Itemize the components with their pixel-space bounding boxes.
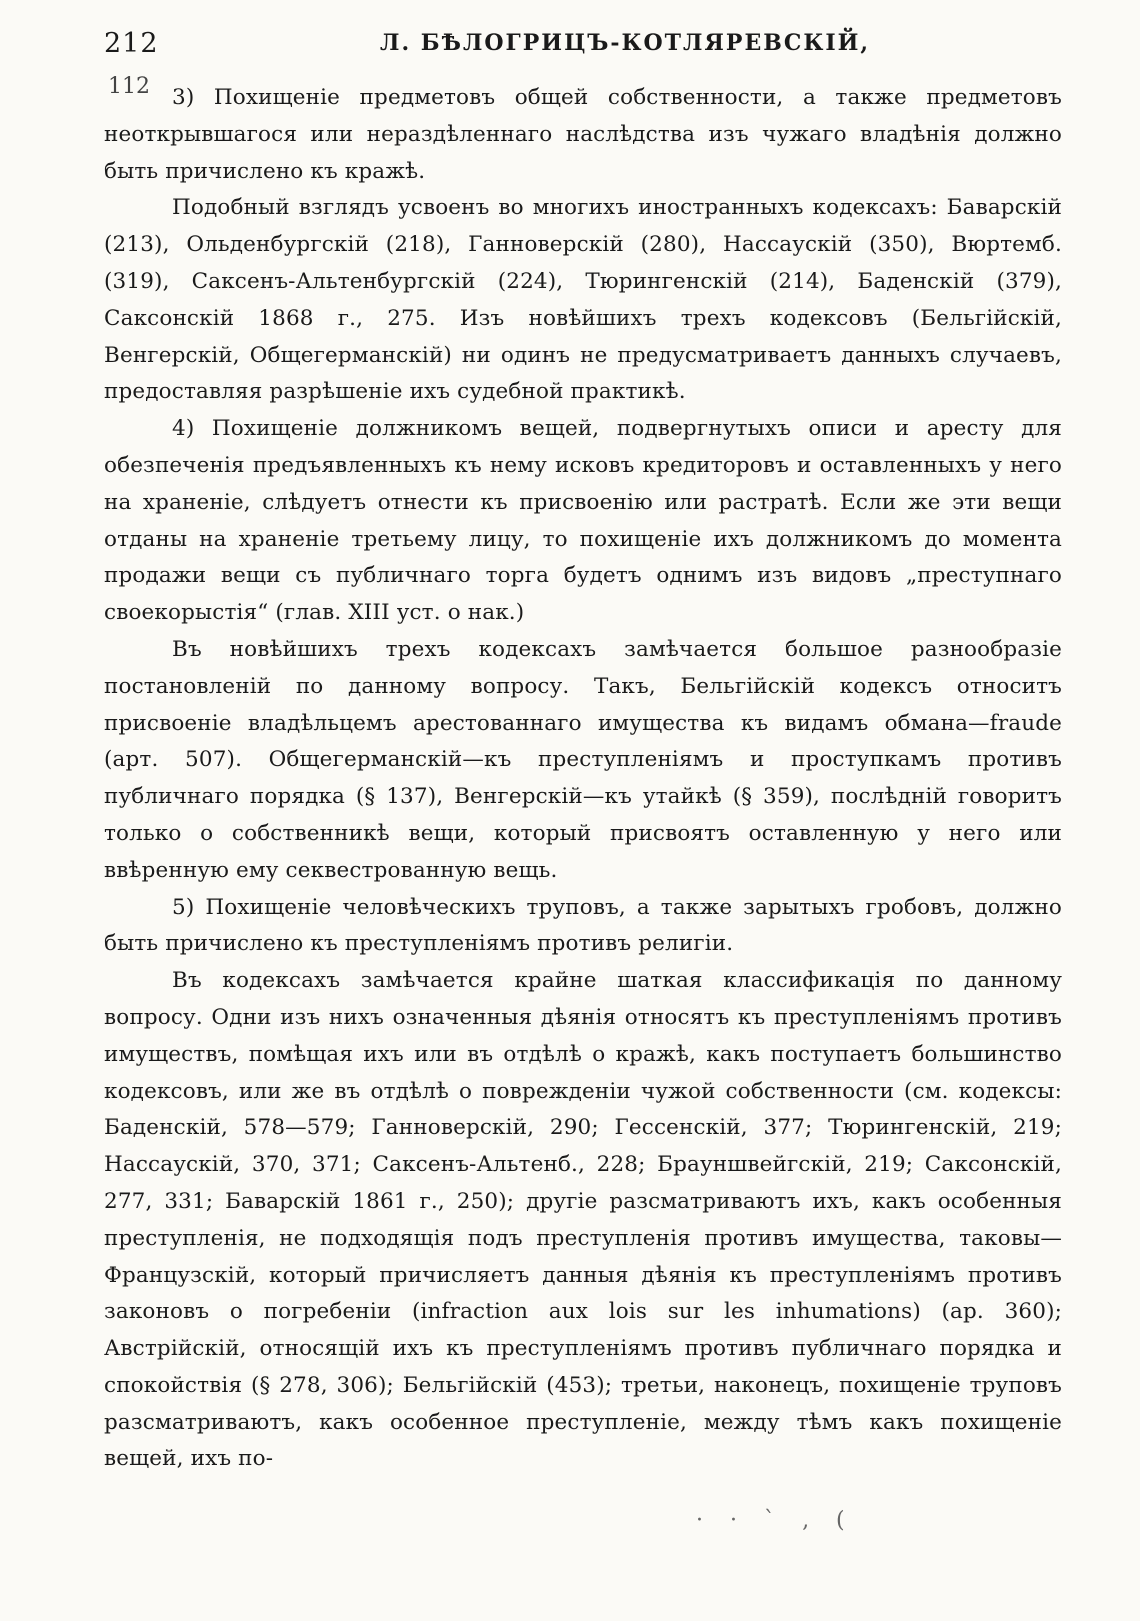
running-title: Л. БѢЛОГРИЦЪ-КОТЛЯРЕВСКІЙ, — [380, 30, 871, 56]
page-header — [104, 28, 1064, 68]
paragraph-newest-codes: Въ новѣйшихъ трехъ кодексахъ замѣчается большое разнообразіе постановленій по данному вопросу. Такъ, Бельгійскій кодексъ относитъ присвоеніе владѣльцемъ арестованнаго имущества къ видамъ обмана—fraude (арт. 507). Общегерманскій—къ преступленіямъ и проступкамъ противъ публичнаго порядка (§ 137), Венгерскій—къ утайкѣ (§ 359), послѣдній говоритъ только о собственникѣ вещи, который присвоятъ оставленную у него или ввѣренную ему секвестрованную вещь. — [104, 636, 1062, 883]
paragraph-item-3: 3) Похищеніе предметовъ общей собственности, а также предметовъ неоткрывшагося или нераздѣленнаго наслѣдства изъ чужаго владѣнія должно быть причислено къ кражѣ. — [104, 85, 1062, 184]
page-number: 212 — [104, 28, 159, 59]
paragraph-classification: Въ кодексахъ замѣчается крайне шаткая классификація по данному вопросу. Одни изъ нихъ означенныя дѣянія относятъ къ преступленіямъ противъ имуществъ, помѣщая ихъ или въ отдѣлѣ о кражѣ, какъ поступаетъ большинство кодексовъ, или же въ отдѣлѣ о поврежденіи чужой собственности (см. кодексы: Баденскій, 578—579; Ганноверскій, 290; Гессенскій, 377; Тюрингенскій, 219; Нассаускій, 370, 371; Саксенъ-Альтенб., 228; Брауншвейгскій, 219; Саксонскій, 277, 331; Баварскій 1861 г., 250); другіе разсматриваютъ ихъ, какъ особенныя преступленія, не подходящія подъ преступленія противъ имущества, таковы—Французскій, который причисляетъ данныя дѣянія къ преступленіямъ противъ законовъ о погребеніи (infraction aux lois sur les inhumations) (ар. 360); Австрійскій, относящій ихъ къ преступленіямъ противъ публичнаго порядка и спокойствія (§ 278, 306); Бельгійскій (453); третьи, наконецъ, похищеніе труповъ разсматриваютъ, какъ особенное преступленіе, между тѣмъ какъ похищеніе вещей, ихъ по- — [104, 968, 1062, 1472]
paragraph-item-5: 5) Похищеніе человѣческихъ труповъ, а также зарытыхъ гробовъ, должно быть причислено къ преступленіямъ противъ религіи. — [104, 894, 1062, 957]
scan-specks: · · ` ‚ ( — [696, 1508, 855, 1533]
body-text — [104, 80, 1062, 1478]
paragraph-foreign-codes: Подобный взглядъ усвоенъ во многихъ иностранныхъ кодексахъ: Баварскій (213), Ольденбургскій (218), Ганноверскій (280), Нассаускій (350), Вюртемб. (319), Саксенъ-Альтенбургскій (224), Тюрингенскій (214), Баденскій (379), Саксонскій 1868 г., 275. Изъ новѣйшихъ трехъ кодексовъ (Бельгійскій, Венгерскій, Общегерманскій) ни одинъ не предусматриваетъ данныхъ случаевъ, предоставляя разрѣшеніе ихъ судебной практикѣ. — [104, 195, 1062, 405]
paragraph-item-4: 4) Похищеніе должникомъ вещей, подвергнутыхъ описи и аресту для обезпеченія предъявленныхъ къ нему исковъ кредиторовъ и оставленныхъ у него на храненіе, слѣдуетъ отнести къ присвоенію или растратѣ. Если же эти вещи отданы на храненіе третьему лицу, то похищеніе ихъ должникомъ до момента продажи вещи съ публичнаго торга будетъ однимъ изъ видовъ „преступнаго своекорыстія“ (глав. XIII уст. о нак.) — [104, 416, 1062, 626]
margin-handwritten-mark: 112 — [108, 74, 150, 99]
